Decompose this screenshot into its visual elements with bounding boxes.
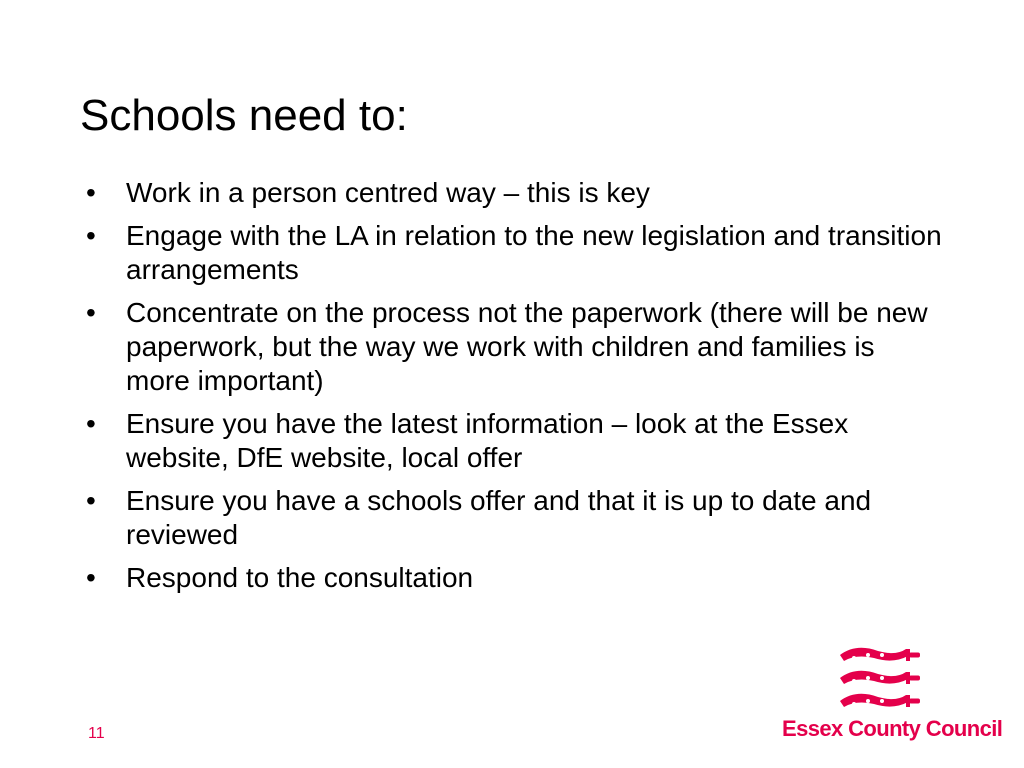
- logo-text: Essex County Council: [782, 716, 1003, 741]
- essex-county-council-logo: [780, 644, 1003, 746]
- bullet-item-latest-information: • Ensure you have the latest information – look at the Essex website, DfE website, local offer: [86, 407, 946, 475]
- page-number: 11: [88, 725, 105, 742]
- bullet-item-person-centred: • Work in a person centred way – this is key: [86, 176, 946, 210]
- bullet-item-consultation: • Respond to the consultation: [86, 561, 946, 595]
- three-seaxes-icon: [838, 644, 922, 712]
- bullet-item-schools-offer: • Ensure you have a schools offer and that it is up to date and reviewed: [86, 484, 946, 552]
- bullet-list: [86, 176, 946, 604]
- bullet-item-process: • Concentrate on the process not the paperwork (there will be new paperwork, but the way we work with children and families is more important): [86, 296, 946, 398]
- slide-title: Schools need to:: [80, 91, 408, 140]
- bullet-item-engage-la: • Engage with the LA in relation to the new legislation and transition arrangements: [86, 219, 946, 287]
